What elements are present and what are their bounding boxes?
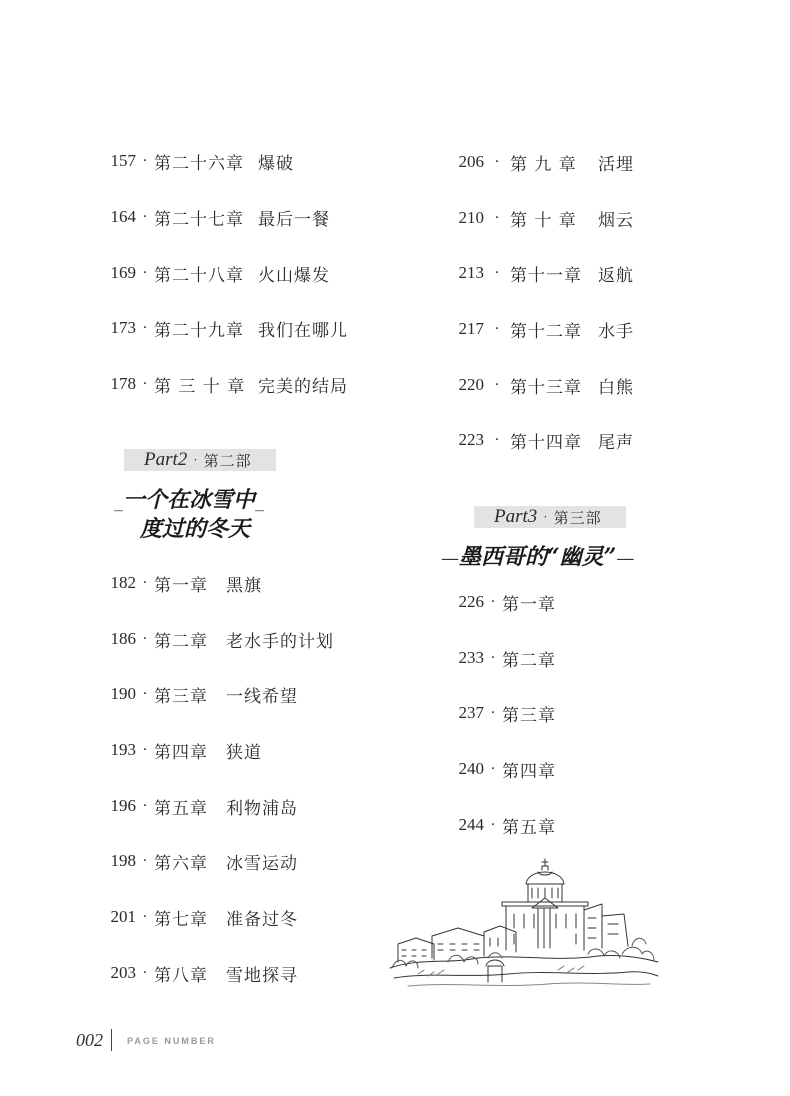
footer-divider	[111, 1029, 112, 1051]
toc-page-number: 169	[110, 263, 136, 282]
toc-entry[interactable]: 201 · 第七章 准备过冬	[92, 904, 298, 930]
toc-chapter-label: 第七章	[154, 909, 208, 930]
toc-chapter-label: 第三章	[154, 686, 208, 707]
toc-chapter-label: 第五章	[154, 798, 208, 819]
toc-page-number: 193	[110, 740, 136, 759]
toc-page-number: 157	[110, 151, 136, 170]
toc-chapter-title: 返航	[598, 265, 634, 286]
toc-page-number: 173	[110, 318, 136, 337]
toc-entry[interactable]: 237 · 第三章	[440, 700, 606, 726]
toc-chapter-title: 最后一餐	[258, 209, 330, 230]
toc-chapter-title: 爆破	[258, 153, 294, 174]
toc-chapter-title: 我们在哪儿	[258, 320, 348, 341]
toc-page-number: 240	[458, 759, 484, 778]
toc-entry[interactable]: 226 · 第一章	[440, 589, 606, 615]
castle-sketch-icon	[388, 858, 660, 998]
part3-label: 第三部	[553, 510, 602, 527]
toc-page-number: 164	[110, 207, 136, 226]
part2-title-line2: 度过的冬天	[140, 516, 251, 542]
toc-chapter-title: 利物浦岛	[226, 798, 298, 819]
toc-page-number: 210	[458, 208, 484, 227]
toc-chapter-label: 第二十八章	[154, 265, 244, 286]
toc-chapter-label: 第 三 十 章	[154, 376, 246, 397]
toc-entry[interactable]: 233 · 第二章	[440, 645, 606, 671]
toc-entry[interactable]: 244 · 第五章	[440, 812, 606, 838]
toc-page-number: 244	[458, 815, 484, 834]
toc-chapter-label: 第二章	[502, 650, 556, 671]
toc-chapter-label: 第 九 章	[510, 154, 577, 175]
toc-page-number: 198	[110, 851, 136, 870]
toc-page-number: 178	[110, 374, 136, 393]
toc-chapter-title: 水手	[598, 321, 634, 342]
toc-entry[interactable]: 173 · 第二十九章 我们在哪儿	[92, 315, 348, 341]
part3-name: Part3	[494, 506, 538, 527]
toc-entry[interactable]: 182 · 第一章 黑旗	[92, 570, 262, 596]
toc-page-number: 217	[458, 319, 484, 338]
toc-chapter-title: 一线希望	[226, 686, 298, 707]
toc-chapter-title: 狭道	[226, 742, 262, 763]
toc-entry[interactable]: 193 · 第四章 狭道	[92, 737, 262, 763]
toc-entry[interactable]: 157 · 第二十六章 爆破	[92, 148, 294, 174]
toc-chapter-title: 白熊	[598, 377, 634, 398]
page-number-label: PAGE NUMBER	[127, 1036, 216, 1046]
toc-chapter-title: 老水手的计划	[226, 631, 334, 652]
toc-chapter-label: 第四章	[502, 761, 556, 782]
toc-entry[interactable]: 203 · 第八章 雪地探寻	[92, 960, 298, 986]
toc-chapter-label: 第二章	[154, 631, 208, 652]
part2-title: _一个在冰雪中_	[114, 487, 265, 513]
toc-entry[interactable]: 190 · 第三章 一线希望	[92, 681, 298, 707]
toc-chapter-title: 黑旗	[226, 575, 262, 596]
toc-chapter-title: 冰雪运动	[226, 853, 298, 874]
toc-chapter-title: 烟云	[598, 210, 634, 231]
toc-page-number: 223	[458, 430, 484, 449]
toc-chapter-label: 第五章	[502, 817, 556, 838]
part2-band: Part2 · 第二部	[124, 449, 276, 471]
toc-chapter-label: 第一章	[502, 594, 556, 615]
toc-page-number: 186	[110, 629, 136, 648]
toc-chapter-label: 第八章	[154, 965, 208, 986]
toc-entry[interactable]: 206 · 第 九 章 活埋	[440, 149, 634, 175]
part2-name: Part2	[144, 449, 188, 470]
toc-chapter-label: 第十三章	[510, 377, 582, 398]
toc-chapter-label: 第 十 章	[510, 210, 577, 231]
toc-chapter-title: 尾声	[598, 432, 634, 453]
toc-chapter-label: 第三章	[502, 705, 556, 726]
page-number: 002	[76, 1030, 103, 1050]
toc-chapter-title: 活埋	[598, 154, 634, 175]
toc-entry[interactable]: 223 · 第十四章 尾声	[440, 427, 634, 453]
toc-chapter-label: 第十二章	[510, 321, 582, 342]
toc-chapter-label: 第四章	[154, 742, 208, 763]
toc-chapter-label: 第二十六章	[154, 153, 244, 174]
toc-page-number: 237	[458, 703, 484, 722]
toc-page-number: 213	[458, 263, 484, 282]
toc-page-number: 203	[110, 963, 136, 982]
toc-chapter-label: 第二十九章	[154, 320, 244, 341]
toc-page-number: 233	[458, 648, 484, 667]
part3-band: Part3 · 第三部	[474, 506, 626, 528]
part2-title-line1: 一个在冰雪中	[123, 487, 256, 513]
toc-chapter-label: 第十四章	[510, 432, 582, 453]
toc-page-number: 182	[110, 573, 136, 592]
toc-chapter-title: 雪地探寻	[226, 965, 298, 986]
toc-page-number: 196	[110, 796, 136, 815]
toc-chapter-label: 第二十七章	[154, 209, 244, 230]
part2-label: 第二部	[203, 453, 252, 470]
toc-chapter-label: 第六章	[154, 853, 208, 874]
toc-chapter-title: 准备过冬	[226, 909, 298, 930]
toc-page-number: 220	[458, 375, 484, 394]
toc-entry[interactable]: 220 · 第十三章 白熊	[440, 372, 634, 398]
toc-entry[interactable]: 210 · 第 十 章 烟云	[440, 205, 634, 231]
toc-page-number: 226	[458, 592, 484, 611]
toc-chapter-title: 火山爆发	[258, 265, 330, 286]
toc-entry[interactable]: 169 · 第二十八章 火山爆发	[92, 260, 330, 286]
toc-chapter-label: 第十一章	[510, 265, 582, 286]
part3-title: —墨西哥的“幽灵”—	[441, 544, 635, 570]
toc-chapter-title: 完美的结局	[258, 376, 348, 397]
toc-entry[interactable]: 198 · 第六章 冰雪运动	[92, 848, 298, 874]
toc-page-number: 206	[458, 152, 484, 171]
toc-entry[interactable]: 213 · 第十一章 返航	[440, 260, 634, 286]
toc-chapter-label: 第一章	[154, 575, 208, 596]
toc-entry[interactable]: 164 · 第二十七章 最后一餐	[92, 204, 330, 230]
toc-entry[interactable]: 178 · 第 三 十 章 完美的结局	[92, 371, 348, 397]
toc-entry[interactable]: 186 · 第二章 老水手的计划	[92, 626, 334, 652]
toc-page-number: 190	[110, 684, 136, 703]
toc-page-number: 201	[110, 907, 136, 926]
part3-title-text: 墨西哥的“幽灵”	[459, 544, 617, 570]
toc-entry[interactable]: 217 · 第十二章 水手	[440, 316, 634, 342]
toc-entry[interactable]: 196 · 第五章 利物浦岛	[92, 793, 298, 819]
toc-entry[interactable]: 240 · 第四章	[440, 756, 606, 782]
